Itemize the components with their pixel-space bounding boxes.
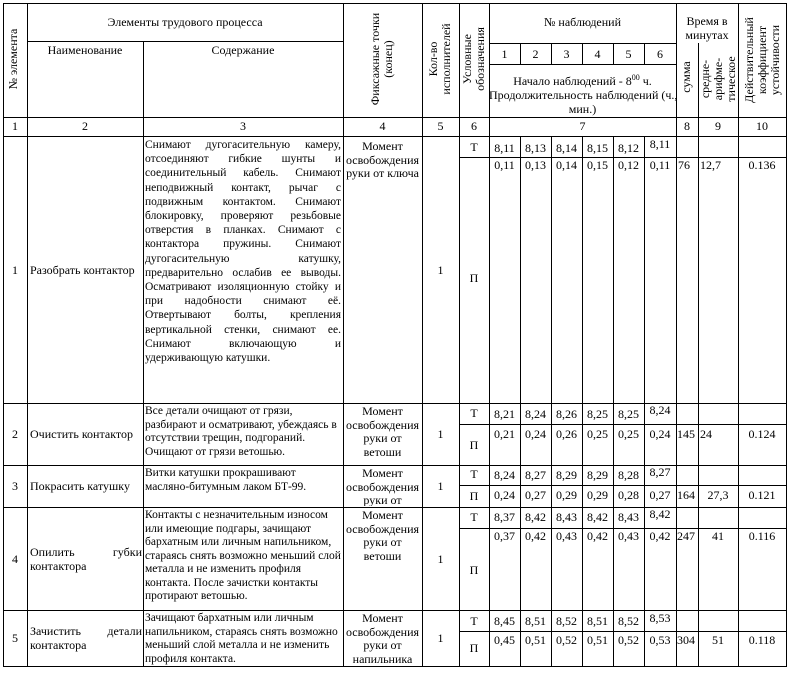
row3-avg: 27,3: [707, 488, 729, 502]
row2-executors: 1: [437, 427, 444, 441]
row3-t-4: 8,29: [587, 468, 608, 482]
header-avg: средне- арифме- тическое: [698, 56, 738, 102]
row4-coefficient: 0.116: [748, 529, 776, 543]
row3-p-4: 0,29: [587, 488, 608, 502]
row1-p-6: 0,11: [649, 158, 671, 172]
divider-obs-numbers: [489, 64, 676, 65]
row3-p-1: 0,24: [494, 488, 515, 502]
row2-content: Все детали очищают от грязи, разбирают и осматривают, убеждаясь в отсутствии трещин, подгораний. Очищают от грязи ветошью.: [145, 405, 337, 458]
col-index-8: 8: [684, 119, 690, 133]
col-index-6: 6: [471, 119, 477, 133]
obs-line-4: [613, 136, 614, 667]
row3-t-6: 8,27: [649, 465, 671, 479]
row5-t-1: 8,45: [494, 614, 515, 628]
header-content: Содержание: [211, 43, 275, 57]
row1-p-label: П: [469, 271, 479, 285]
row2-p-label: П: [469, 438, 479, 452]
row5-executors: 1: [437, 631, 444, 645]
row3-p-2: 0,27: [525, 488, 546, 502]
header-element-number: № элемента: [6, 28, 20, 90]
row1-executors: 1: [437, 263, 444, 277]
row1-t-2: 8,13: [525, 141, 546, 155]
row5-coefficient: 0.118: [748, 633, 776, 647]
obs-line-5: [644, 136, 645, 667]
header-coefficient: Действительный коэффициент устойчивости: [742, 17, 782, 103]
row3-executors: 1: [437, 479, 444, 493]
row2-p-2: 0,24: [525, 427, 546, 441]
row3-t-5: 8,28: [618, 468, 639, 482]
row2-avg: 24: [700, 427, 712, 441]
header-elements-group: Элементы трудового процесса: [107, 15, 263, 29]
row4-p-5: 0,43: [618, 529, 639, 543]
header-fix-points: Фиксажные точки (конец): [368, 12, 395, 106]
row1-number: 1: [12, 263, 18, 277]
row4-number: 4: [12, 552, 18, 566]
col-line-9: [738, 3, 739, 667]
header-start-time: Начало наблюдений - $8^{00}$ ч.: [513, 73, 652, 88]
col-line-7: [676, 3, 677, 667]
col-index-9: 9: [715, 119, 721, 133]
obs-number-2: 2: [532, 47, 539, 61]
row5-t-6: 8,53: [649, 611, 671, 625]
table-border-bottom: [3, 666, 787, 667]
row3-content: Витки катушки прокрашивают масляно-битумным лаком БТ-99.: [145, 467, 307, 493]
row5-p-4: 0,51: [587, 633, 608, 647]
row4-t-5: 8,43: [618, 510, 639, 524]
row4-executors: 1: [437, 552, 444, 566]
row2-t-4: 8,25: [587, 407, 608, 421]
row3-t-2: 8,27: [525, 468, 546, 482]
row4-fix-point: Момент освобождения руки от ветоши: [345, 508, 420, 563]
row1-p-2: 0,13: [525, 158, 546, 172]
row4-sum: 247: [677, 529, 695, 543]
row5-p-3: 0,52: [556, 633, 577, 647]
row4-t-3: 8,43: [556, 510, 577, 524]
row2-t-3: 8,26: [556, 407, 577, 421]
row3-coefficient: 0.121: [748, 488, 776, 502]
col-line-2: [143, 41, 144, 667]
divider-header: [3, 117, 787, 118]
row5-sum: 304: [677, 633, 695, 647]
col-index-5: 5: [437, 119, 444, 133]
row2-p-6: 0,24: [649, 427, 671, 441]
header-duration: Продолжительность наблюдений (ч., мин.): [489, 88, 678, 116]
obs-number-3: 3: [563, 47, 570, 61]
obs-number-1: 1: [501, 47, 508, 61]
row2-coefficient: 0.124: [748, 427, 776, 441]
row5-t-5: 8,52: [618, 614, 639, 628]
col-index-2: 2: [82, 119, 88, 133]
row2-p-4: 0,25: [587, 427, 608, 441]
row1-t-3: 8,14: [556, 141, 577, 155]
row2-sum: 145: [677, 427, 695, 441]
obs-line-3: [582, 136, 583, 667]
row5-t-4: 8,51: [587, 614, 608, 628]
col-line-1: [27, 3, 28, 667]
header-sum: сумма: [679, 61, 693, 93]
row3-fix-point: Момент освобождения руки от: [345, 467, 420, 506]
row3-p-5: 0,28: [618, 488, 639, 502]
col-line-4: [422, 3, 423, 667]
row2-number: 2: [12, 427, 18, 441]
row2-p-1: 0,21: [494, 427, 515, 441]
row3-t-1: 8,24: [494, 468, 515, 482]
row5-t-label: Т: [470, 614, 478, 628]
row1-fix-point: Момент освобождения руки от ключа: [345, 139, 420, 180]
col-index-1: 1: [12, 119, 18, 133]
row4-avg: 41: [712, 529, 724, 543]
row3-t-label: Т: [470, 467, 478, 481]
row1-p-5: 0,12: [618, 158, 639, 172]
obs-number-5: 5: [625, 47, 632, 61]
row1-t-5: 8,12: [618, 141, 639, 155]
obs-number-4: 4: [594, 47, 601, 61]
row2-p-5: 0,25: [618, 427, 639, 441]
col-index-3: 3: [240, 119, 246, 133]
row5-t-3: 8,52: [556, 614, 577, 628]
row2-t-2: 8,24: [525, 407, 546, 421]
row4-p-2: 0,42: [525, 529, 546, 543]
row5-number: 5: [12, 631, 18, 645]
col-line-8: [698, 43, 699, 667]
row5-p-6: 0,53: [649, 633, 671, 647]
row1-coefficient: 0.136: [748, 158, 776, 172]
row5-t-2: 8,51: [525, 614, 546, 628]
row1-p-1: 0,11: [494, 158, 515, 172]
row2-t-5: 8,25: [618, 407, 639, 421]
row3-number: 3: [12, 479, 18, 493]
row4-t-label: Т: [470, 510, 478, 524]
row5-p-label: П: [469, 641, 479, 655]
row1-content: Снимают дугогасительную камеру, отсоединяют гибкие шунты и соединительный кабель. Снимают неподвижный контакт, рычаг с подвижным контактом. Снимают блокировку, проверяют резьбовые отверстия в планках. Снимают с контактора пружины. Снимают дугогасительную катушку, предварительно ослабив ее выводы. Осматривают изоляционную стойку и при надобности снимают её. Отвертывают болты, крепления вертикальной стенки, снимают ее. Снимают включающую и удерживающую катушки.: [145, 139, 341, 365]
row4-p-4: 0,42: [587, 529, 608, 543]
row1-avg: 12,7: [700, 158, 721, 172]
row4-content: Контакты с незначительным износом или имеющие подгары, зачищают бархатным или личным напильником, стараясь снять возможно меньший слой металла и не изменить профиля контакта. После зачистки контакты протирают ветошью.: [145, 509, 341, 602]
row1-t-label: Т: [470, 140, 478, 154]
row4-p-3: 0,43: [556, 529, 577, 543]
divider-elements: [27, 41, 343, 42]
obs-line-1: [520, 136, 521, 667]
row1-name: Разобрать контактор: [30, 263, 135, 277]
row4-p-label: П: [469, 563, 479, 577]
row1-t-4: 8,15: [587, 141, 608, 155]
header-observations: № наблюдений: [543, 15, 622, 29]
row3-p-6: 0,27: [649, 488, 671, 502]
table-border-left: [3, 3, 4, 667]
row2-name: Очистить контактор: [30, 427, 133, 441]
obs-number-6: 6: [657, 47, 663, 61]
header-name: Наименование: [47, 43, 123, 57]
row3-t-3: 8,29: [556, 468, 577, 482]
row1-t-1: 8,11: [494, 141, 515, 155]
row2-t-label: Т: [470, 406, 478, 420]
header-executors: Кол-во исполнителей: [426, 23, 453, 95]
col-index-7: 7: [579, 119, 586, 133]
row5-p-1: 0,45: [494, 633, 515, 647]
row5-content: Зачищают бархатным или личным напильником, стараясь снять возможно меньший слой металла и не изменить профиля контакта.: [145, 612, 338, 665]
table-border-right: [786, 3, 787, 667]
col-line-3: [343, 3, 344, 667]
row4-p-6: 0,42: [649, 529, 671, 543]
row1-p-3: 0,14: [556, 158, 577, 172]
row5-avg: 51: [712, 633, 724, 647]
header-symbols: Условные обозначения: [460, 27, 487, 91]
row5-p-5: 0,52: [618, 633, 639, 647]
row3-p-label: П: [469, 489, 479, 503]
obs-line-2: [551, 136, 552, 667]
col-index-4: 4: [379, 119, 386, 133]
row3-sum: 164: [677, 488, 695, 502]
row2-p-3: 0,26: [556, 427, 577, 441]
row4-t-2: 8,42: [525, 510, 546, 524]
row2-t-1: 8,21: [494, 407, 515, 421]
row1-p-4: 0,15: [587, 158, 608, 172]
row5-fix-point: Момент освобождения руки от напильника: [345, 611, 420, 666]
row4-t-6: 8,42: [649, 507, 671, 521]
row3-p-3: 0,29: [556, 488, 577, 502]
row5-p-2: 0,51: [525, 633, 546, 647]
col-index-10: 10: [756, 119, 768, 133]
table-border-top: [3, 3, 787, 4]
row1-t-6: 8,11: [649, 137, 671, 151]
row5-name: Зачистить детали контактора: [30, 624, 142, 652]
row4-t-1: 8,37: [494, 510, 515, 524]
row2-t-6: 8,24: [649, 403, 671, 417]
header-time-group: Время в минутах: [685, 14, 729, 42]
row2-fix-point: Момент освобождения руки от ветоши: [345, 404, 420, 459]
row4-p-1: 0,37: [494, 529, 515, 543]
row1-sum: 76: [678, 158, 690, 172]
row3-name: Покрасить катушку: [30, 479, 130, 493]
row4-name: Опилить губки контактора: [30, 545, 142, 573]
row4-t-4: 8,42: [587, 510, 608, 524]
